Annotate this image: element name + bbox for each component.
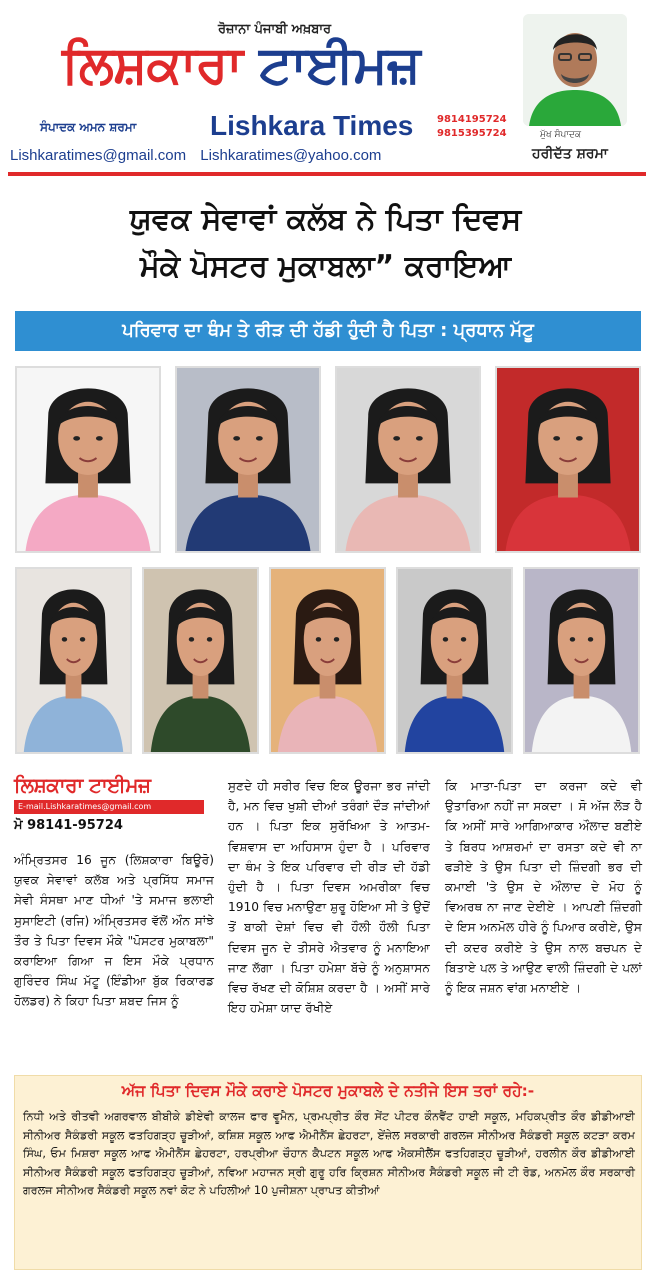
participant-photo-3-image bbox=[337, 368, 479, 551]
headline bbox=[20, 196, 631, 290]
participant-photo-7-image bbox=[271, 569, 384, 752]
contact-emails bbox=[10, 147, 391, 164]
participant-photo-4-image bbox=[497, 368, 639, 551]
article-column-3: ਕਿ ਮਾਤਾ-ਪਿਤਾ ਦਾ ਕਰਜਾ ਕਦੇ ਵੀ ਉਤਾਰਿਆ ਨਹੀਂ ਜਾ ਸਕਦਾ । ਸੋ ਅੱਜ ਲੋੜ ਹੈ ਕਿ ਅਸੀਂ ਸਾਰੇ ਆਗਿਆਕਾਰ ਔਲਾਦ ਬਣੀਏ ਤੇ ਬਿਰਧ ਆਸ਼ਰਮਾਂ ਦਾ ਰਸਤਾ ਕਦੇ ਵੀ ਨਾ ਫੜੀਏ ਤੇ ਉਸ ਪਿਤਾ ਦੀ ਜ਼ਿੰਦਗੀ ਭਰ ਦੀ ਕਮਾਈ 'ਤੇ ਉਸ ਦੇ ਔਲਾਦ ਦੇ ਮੋਹ ਨੂੰ ਵਿਅਰਥ ਨਾ ਜਾਣ ਦੇਈਏ । ਆਪਣੀ ਜ਼ਿੰਦਗੀ ਦੇ ਇਸ ਅਨਮੋਲ ਹੀਰੇ ਨੂੰ ਪਿਆਰ ਕਰੀਏ, ਉਸ ਦੀ ਕਦਰ ਕਰੀਏ ਤੇ ਉਸ ਨਾਲ ਬਚਪਨ ਦੇ ਬਿਤਾਏ ਪਲ ਤੇ ਆਉਣ ਵਾਲੀ ਜ਼ਿੰਦਗੀ ਦੇ ਪਲਾਂ ਨੂੰ ਇਕ ਜਸ਼ਨ ਵਾਂਗ ਮਨਾਈਏ । bbox=[445, 779, 642, 996]
chief-editor-caption: ਮੁੱਖ ਸੰਪਾਦਕ bbox=[540, 130, 581, 140]
participant-photo-7 bbox=[269, 567, 386, 754]
article-logo-box bbox=[14, 772, 209, 834]
title-part-1: ਲਿਸ਼ਕਾਰਾ bbox=[62, 35, 242, 95]
title-part-2: ਟਾਈਮਜ਼ bbox=[259, 35, 420, 95]
results-title: ਅੱਜ ਪਿਤਾ ਦਿਵਸ ਮੌਕੇ ਕਰਾਏ ਪੋਸਟਰ ਮੁਕਾਬਲੇ ਦੇ ਨਤੀਜੇ ਇਸ ਤਰਾਂ ਰਹੇ:- bbox=[121, 1082, 535, 1100]
email-gmail[interactable]: Lishkaratimes@gmail.com bbox=[10, 147, 187, 164]
phone-2: 9815395724 bbox=[437, 128, 507, 139]
article-column-1: ਅੰਮ੍ਰਿਤਸਰ 16 ਜੂਨ (ਲਿਸ਼ਕਾਰਾ ਬਿਊਰੋ) ਯੁਵਕ ਸੇਵਾਵਾਂ ਕਲੱਬ ਅਤੇ ਪ੍ਰਸਿੱਧ ਸਮਾਜ ਸੇਵੀ ਸੰਸਥਾ ਮਾਣ ਧੀਆਂ 'ਤੇ ਸਮਾਜ ਭਲਾਈ ਸੁਸਾਇਟੀ (ਰਜਿ) ਅੰਮ੍ਰਿਤਸਰ ਵੱਲੋਂ ਔਨ ਸਾਂਝੇ ਤੌਰ ਤੇ ਪਿਤਾ ਦਿਵਸ ਮੌਕੇ "ਪੋਸਟਰ ਮੁਕਾਬਲਾ" ਕਰਾਇਆ ਗਿਆ ਜ ਇਸ ਮੌਕੇ ਪ੍ਰਧਾਨ ਗੁਰਿੰਦਰ ਸਿੰਘ ਮੱਟੂ (ਇੰਡੀਆ ਬੁੱਕ ਰਿਕਾਰਡ ਹੋਲਡਰ) ਨੇ ਕਿਹਾ ਪਿਤਾ ਸ਼ਬਦ ਜਿਸ ਨੂੰ bbox=[14, 853, 214, 1009]
article-column-2: ਸੁਣਦੇ ਹੀ ਸਰੀਰ ਵਿਚ ਇਕ ਊਰਜਾ ਭਰ ਜਾਂਦੀ ਹੈ, ਮਨ ਵਿਚ ਖੁਸ਼ੀ ਦੀਆਂ ਤਰੰਗਾਂ ਦੌੜ ਜਾਂਦੀਆਂ ਹਨ । ਪਿਤਾ ਇਕ ਸੁਰੱਖਿਆ ਤੇ ਆਤਮ-ਵਿਸ਼ਵਾਸ ਦਾ ਅਹਿਸਾਸ ਹੁੰਦਾ ਹੈ । ਪਰਿਵਾਰ ਦਾ ਥੰਮ ਤੇ ਇਕ ਪਰਿਵਾਰ ਦੀ ਰੀੜ ਦੀ ਹੱਡੀ ਹੁੰਦੀ ਹੈ । ਪਿਤਾ ਦਿਵਸ ਅਮਰੀਕਾ ਵਿਚ 1910 ਵਿਚ ਮਨਾਉਣਾ ਸ਼ੁਰੂ ਹੋਇਆ ਸੀ ਤੇ ਉਦੋਂ ਤੋਂ ਬਾਕੀ ਦੇਸ਼ਾਂ ਵਿਚ ਵੀ ਹੌਲੀ ਹੌਲੀ ਪਿਤਾ ਦਿਵਸ ਜੂਨ ਦੇ ਤੀਸਰੇ ਐਤਵਾਰ ਨੂੰ ਮਨਾਇਆ ਜਾਣ ਲੱਗਾ । ਪਿਤਾ ਹਮੇਸ਼ਾ ਬੱਚੇ ਨੂੰ ਅਨੁਸ਼ਾਸਨ ਵਿਚ ਰੱਖਣ ਦੀ ਕੋਸ਼ਿਸ਼ ਕਰਦਾ ਹੈ । ਅਸੀਂ ਸਾਰੇ ਇਹ ਹਮੇਸ਼ਾ ਯਾਦ ਰੱਖੀਏ bbox=[228, 779, 430, 1016]
contact-phones bbox=[437, 113, 507, 141]
subheadline-band: ਪਰਿਵਾਰ ਦਾ ਥੰਮ ਤੇ ਰੀੜ ਦੀ ਹੱਡੀ ਹੁੰਦੀ ਹੈ ਪਿਤਾ : ਪ੍ਰਧਾਨ ਮੱਟੂ bbox=[15, 311, 641, 351]
headline-line-1: ਯੁਵਕ ਸੇਵਾਵਾਂ ਕਲੱਬ ਨੇ ਪਿਤਾ ਦਿਵਸ bbox=[129, 202, 522, 237]
newspaper-tagline: ਰੋਜ਼ਾਨਾ ਪੰਜਾਬੀ ਅਖ਼ਬਾਰ bbox=[218, 22, 332, 37]
editor-credit: ਸੰਪਾਦਕ ਅਮਨ ਸ਼ਰਮਾ bbox=[40, 120, 137, 134]
results-body: ਨਿਧੀ ਅਤੇ ਰੀਤਵੀ ਅਗਰਵਾਲ ਬੀਬੀਕੇ ਡੀਏਵੀ ਕਾਲਜ ਫਾਰ ਵੂਮੈਨ, ਪ੍ਰਮਪ੍ਰੀਤ ਕੌਰ ਸੇਂਟ ਪੀਟਰ ਕੌਨਵੈਂਟ ਹਾਈ ਸਕੂਲ, ਮਹਿਕਪ੍ਰੀਤ ਕੌਰ ਡੀਡੀਆਈ ਸੀਨੀਅਰ ਸੈਕੰਡਰੀ ਸਕੂਲ ਫਤਹਿਗੜ੍ਹ ਚੂੜੀਆਂ, ਕਸ਼ਿਸ਼ ਸਕੂਲ ਆਫ ਐਮੀਨੈਂਸ ਛੇਹਰਟਾ, ਏਂਜ਼ੇਲ ਸਰਕਾਰੀ ਗਰਲਜ ਸੀਨੀਅਰ ਸੈਕੰਡਰੀ ਸਕੂਲ ਕਟੜਾ ਕਰਮ ਸਿੰਘ, ਓਮ ਮਿਸ਼ਰਾ ਸਕੂਲ ਆਫ ਐਮੀਨੈਂਸ ਛੇਹਰਟਾ, ਹਰਪ੍ਰੀਆ ਚੌਹਾਨ ਕੈਪਟਨ ਸਕੂਲ ਆਫ ਐਕਸੀਲੈਂਸ ਫਤਹਿਗੜ੍ਹ ਚੂੜੀਆਂ, ਹਰਲੀਨ ਕੌਰ ਡੀਡੀਆਈ ਸੀਨੀਅਰ ਸੈਕੰਡਰੀ ਸਕੂਲ ਫਤਹਿਗੜ੍ਹ ਚੂੜੀਆਂ, ਨਵਿਆ ਮਹਾਜਨ ਸ੍ਰੀ ਗੁਰੂ ਹਰਿ ਕ੍ਰਿਸ਼ਨ ਸੀਨੀਅਰ ਸੈਕੰਡਰੀ ਸਕੂਲ ਜੀ ਟੀ ਰੋਡ, ਅਨਮੋਲ ਕੌਰ ਸਰਕਾਰੀ ਗਰਲਜ ਸੀਨੀਅਰ ਸੈਕੰਡਰੀ ਸਕੂਲ ਨਵਾਂ ਕੋਟ ਨੇ ਪਹਿਲੀਆਂ 10 ਪੁਜੀਸ਼ਨਾ ਪ੍ਰਾਪਤ ਕੀਤੀਆਂ bbox=[23, 1110, 635, 1198]
email-yahoo[interactable]: Lishkaratimes@yahoo.com bbox=[200, 147, 382, 164]
participant-photo-9 bbox=[523, 567, 640, 754]
participant-photo-1 bbox=[15, 366, 161, 553]
participant-photo-2 bbox=[175, 366, 321, 553]
masthead-divider bbox=[8, 172, 646, 176]
participant-photo-5-image bbox=[17, 569, 130, 752]
participant-photo-2-image bbox=[177, 368, 319, 551]
participant-photo-3 bbox=[335, 366, 481, 553]
results-box bbox=[14, 1075, 642, 1270]
participant-photo-8 bbox=[396, 567, 513, 754]
participant-photo-8-image bbox=[398, 569, 511, 752]
participant-photo-5 bbox=[15, 567, 132, 754]
headline-line-2: ਮੌਕੇ ਪੋਸਟਰ ਮੁਕਾਬਲਾ” ਕਰਾਇਆ bbox=[139, 249, 512, 284]
newspaper-title-english: Lishkara Times bbox=[210, 110, 414, 141]
masthead bbox=[0, 0, 651, 178]
participant-photo-1-image bbox=[17, 368, 159, 551]
participant-photo-4 bbox=[495, 366, 641, 553]
chief-editor-name: ਹਰੀਦੱਤ ਸ਼ਰਮਾ bbox=[532, 146, 608, 162]
article-logo-title: ਲਿਸ਼ਕਾਰਾ ਟਾਈਮਜ਼ bbox=[14, 773, 151, 797]
chief-editor-portrait bbox=[523, 14, 627, 126]
participant-photo-9-image bbox=[525, 569, 638, 752]
participant-photo-6 bbox=[142, 567, 259, 754]
phone-1: 9814195724 bbox=[437, 114, 507, 125]
participant-photo-6-image bbox=[144, 569, 257, 752]
article-logo-phone: ਮੋ 98141-95724 bbox=[14, 818, 123, 833]
article-logo-email: E-mail.Lishkaratimes@gmail.com bbox=[14, 800, 204, 814]
newspaper-title-punjabi bbox=[62, 34, 420, 96]
